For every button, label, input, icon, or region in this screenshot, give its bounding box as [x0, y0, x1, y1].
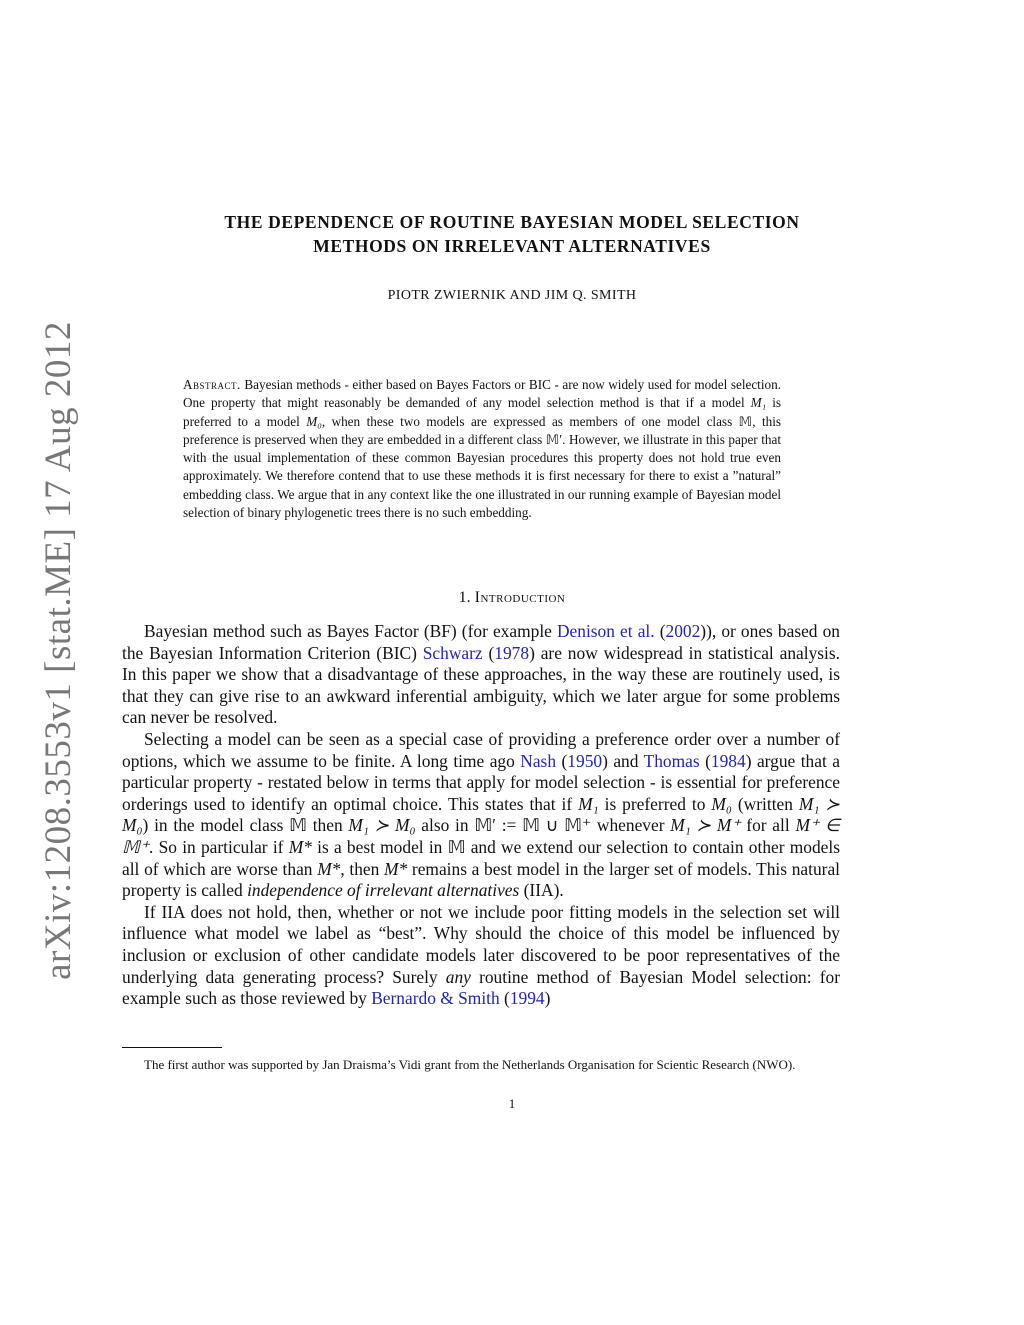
paragraph-1: Bayesian method such as Bayes Factor (BF) (for example Denison et al. (2002)), or ones based on the Bayesian Information Criterion (BIC) Schwarz (1978) are now widespread in statistical analysis. In this paper we show that a disadvantage of these approaches, in the way these are routinely used, is that they can give rise to an awkward inferential ambiguity, which we later argue for some problems can never be resolved. — [122, 621, 840, 728]
arxiv-watermark-text: arXiv:1208.3553v1 [stat.ME] 17 Aug 2012 — [37, 320, 79, 980]
arxiv-watermark — [30, 320, 86, 980]
citation-nash[interactable]: Nash — [520, 750, 557, 771]
citation-bernardo-smith[interactable]: Bernardo & Smith — [371, 988, 500, 1009]
abstract: Abstract. Bayesian methods - either based on Bayes Factors or BIC - are now widely used for model selection. One property that might reasonably be demanded of any model selection method is that if a model M₁ is preferred to a model M₀, when these two models are expressed as members of one model class 𝕄, this preference is preserved when they are embedded in a different class 𝕄′. However, we illustrate in this paper that with the usual implementation of these common Bayesian procedures this property does not hold true even approximately. We therefore contend that to use these methods it is first necessary for there to exist a ”natural” embedding class. We argue that in any context like the one illustrated in our running example of Bayesian model selection of binary phylogenetic trees there is no such embedding. — [183, 377, 782, 521]
footnote-divider — [122, 1047, 222, 1048]
citation-denison[interactable]: Denison et al. — [556, 621, 655, 641]
paper-authors: PIOTR ZWIERNIK AND JIM Q. SMITH — [387, 288, 637, 303]
citation-nash-year[interactable]: 1950 — [567, 750, 603, 771]
iia-term: independence of irrelevant alternatives — [247, 880, 520, 901]
title-line-2: METHODS ON IRRELEVANT ALTERNATIVES — [313, 236, 711, 256]
page-number: 1 — [508, 1096, 516, 1111]
title-line-1: THE DEPENDENCE OF ROUTINE BAYESIAN MODEL SELECTION — [224, 212, 800, 232]
citation-schwarz-year[interactable]: 1978 — [494, 642, 530, 663]
paragraph-3: If IIA does not hold, then, whether or not we include poor fitting models in the selection set will influence what model we label as “best”. Why should the choice of this model be influenced by inclusion or exclusion of other candidate models later discovered to be poor representatives of the underlying data generating process? Surely any routine method of Bayesian Model selection: for example such as those reviewed by Bernardo & Smith (1994) — [122, 901, 840, 1009]
section-heading-introduction: 1. Introduction — [458, 589, 566, 606]
paper-title — [110, 210, 914, 258]
citation-thomas-year[interactable]: 1984 — [710, 750, 746, 771]
abstract-label: Abstract. — [183, 377, 241, 392]
citation-thomas[interactable]: Thomas — [643, 750, 700, 771]
footnote: The first author was supported by Jan Draisma’s Vidi grant from the Netherlands Organisation for Scientic Research (NWO). — [144, 1057, 796, 1072]
citation-bernardo-smith-year[interactable]: 1994 — [509, 988, 545, 1009]
citation-schwarz[interactable]: Schwarz — [422, 642, 483, 663]
body-text — [122, 621, 840, 1010]
paragraph-2: Selecting a model can be seen as a special case of providing a preference order over a number of options, which we assume to be finite. A long time ago Nash (1950) and Thomas (1984) argue that a particular property - restated below in terms that apply for model selection - is essential for preference orderings used to identify an optimal choice. This states that if M₁ is preferred to M₀ (written M₁ ≻ M₀) in the model class 𝕄 then M₁ ≻ M₀ also in 𝕄′ := 𝕄 ∪ 𝕄⁺ whenever M₁ ≻ M⁺ for all M⁺ ∈ 𝕄⁺. So in particular if M* is a best model in 𝕄 and we extend our selection to contain other models all of which are worse than M*, then M* remains a best model in the larger set of models. This natural property is called independence of irrelevant alternatives (IIA). — [122, 728, 841, 901]
citation-denison-year[interactable]: 2002 — [665, 621, 701, 641]
